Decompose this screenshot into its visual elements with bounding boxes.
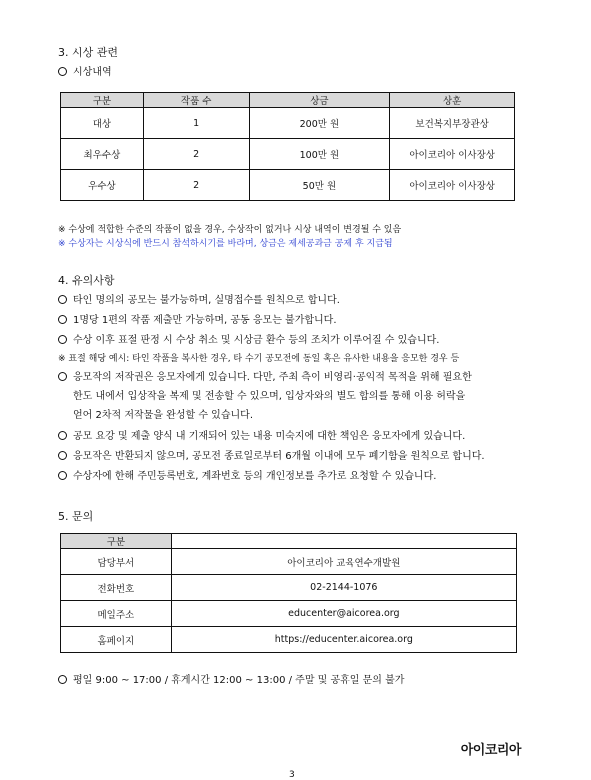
notice-text: 1명당 1편의 작품 제출만 가능하며, 공동 응모는 불가합니다.: [73, 315, 337, 326]
award-cell: 1: [143, 108, 249, 139]
table-row: [61, 601, 517, 627]
award-note-2: ※ 수상자는 시상식에 반드시 참석하시기를 바라며, 상금은 제세공과금 공제 후 지급됨: [58, 239, 393, 249]
award-cell: 2: [143, 139, 249, 170]
plagiarism-note: ※ 표절 해당 예시: 타인 작품을 복사한 경우, 타 수기 공모전에 동일 혹은 유사한 내용을 응모한 경우 등: [58, 354, 460, 364]
award-header-cell: 작품 수: [143, 93, 249, 108]
notice-text-continued: 얻어 2차적 저작물을 완성할 수 있습니다.: [73, 410, 253, 421]
award-cell: 아이코리아 이사장상: [390, 139, 515, 170]
notice-text: 수상 이후 표절 판정 시 수상 취소 및 시상금 환수 등의 조치가 이루어질 수 있습니다.: [73, 335, 440, 346]
section5-title: 5. 문의: [58, 510, 94, 523]
circle-bullet-icon: [58, 372, 67, 381]
circle-bullet-icon: [58, 315, 67, 324]
notice-item: [58, 371, 472, 385]
section3-bullet: [58, 66, 112, 80]
contact-header-empty: [171, 534, 516, 549]
notice-text: 응모작은 반환되지 않으며, 공모전 종료일로부터 6개월 이내에 모두 폐기함을 원칙으로 합니다.: [73, 451, 485, 462]
table-row: [61, 575, 517, 601]
award-note-1: ※ 수상에 적합한 수준의 작품이 없을 경우, 수상작이 없거나 시상 내역이 변경될 수 있음: [58, 225, 402, 235]
award-cell: 2: [143, 170, 249, 201]
contact-label: 메일주소: [61, 601, 172, 627]
section4-title: 4. 유의사항: [58, 274, 115, 287]
contact-homepage-link[interactable]: https://educenter.aicorea.org: [171, 627, 516, 653]
notice-item: [58, 430, 465, 444]
award-cell: 50만 원: [249, 170, 390, 201]
contact-phone: 02-2144-1076: [171, 575, 516, 601]
notice-text: 타인 명의의 공모는 불가능하며, 실명접수를 원칙으로 합니다.: [73, 295, 340, 306]
award-header-cell: 구분: [61, 93, 144, 108]
notice-text: 공모 요강 및 제출 양식 내 기재되어 있는 내용 미숙지에 대한 책임은 응모자에게 있습니다.: [73, 431, 466, 442]
notice-item: [58, 294, 340, 308]
circle-bullet-icon: [58, 451, 67, 460]
circle-bullet-icon: [58, 295, 67, 304]
circle-bullet-icon: [58, 67, 67, 76]
notice-text: 응모작의 저작권은 응모자에게 있습니다. 다만, 주최 측이 비영리·공익적 목적을 위해 필요한: [73, 372, 472, 383]
award-cell: 최우수상: [61, 139, 144, 170]
contact-label: 담당부서: [61, 549, 172, 575]
notice-item: [58, 470, 436, 484]
notice-item: [58, 334, 439, 348]
award-header-cell: 상금: [249, 93, 390, 108]
table-row: [61, 627, 517, 653]
contact-email-link[interactable]: educenter@aicorea.org: [171, 601, 516, 627]
award-cell: 아이코리아 이사장상: [390, 170, 515, 201]
hours-text: 평일 9:00 ~ 17:00 / 휴게시간 12:00 ~ 13:00 / 주말 및 공휴일 문의 불가: [73, 675, 405, 686]
contact-header-cell: 구분: [61, 534, 172, 549]
notice-text-continued: 한도 내에서 입상작을 복제 및 전송할 수 있으며, 입상자와의 별도 합의를 통해 이용 허락을: [73, 391, 466, 402]
contact-value: 아이코리아 교육연수개발원: [171, 549, 516, 575]
section3-title: 3. 시상 관련: [58, 46, 118, 59]
award-table-header: [61, 93, 515, 108]
table-row: [61, 170, 515, 201]
award-header-cell: 상훈: [390, 93, 515, 108]
table-row: [61, 549, 517, 575]
circle-bullet-icon: [58, 335, 67, 344]
award-table: [60, 92, 515, 201]
award-cell: 대상: [61, 108, 144, 139]
award-cell: 우수상: [61, 170, 144, 201]
notice-text: 수상자에 한해 주민등록번호, 계좌번호 등의 개인정보를 추가로 요청할 수 있습니다.: [73, 471, 437, 482]
award-cell: 100만 원: [249, 139, 390, 170]
notice-item: [58, 450, 485, 464]
contact-table-header: [61, 534, 517, 549]
section3-bullet-text: 시상내역: [73, 67, 112, 78]
page-number: 3: [289, 770, 295, 780]
contact-label: 전화번호: [61, 575, 172, 601]
aicorea-logo: 아이코리아: [460, 743, 521, 758]
contact-label: 홈페이지: [61, 627, 172, 653]
circle-bullet-icon: [58, 471, 67, 480]
award-cell: 보건복지부장관상: [390, 108, 515, 139]
contact-table: [60, 533, 517, 653]
circle-bullet-icon: [58, 431, 67, 440]
notice-item: [58, 314, 337, 328]
hours-item: [58, 674, 404, 688]
circle-bullet-icon: [58, 675, 67, 684]
table-row: [61, 108, 515, 139]
table-row: [61, 139, 515, 170]
award-cell: 200만 원: [249, 108, 390, 139]
